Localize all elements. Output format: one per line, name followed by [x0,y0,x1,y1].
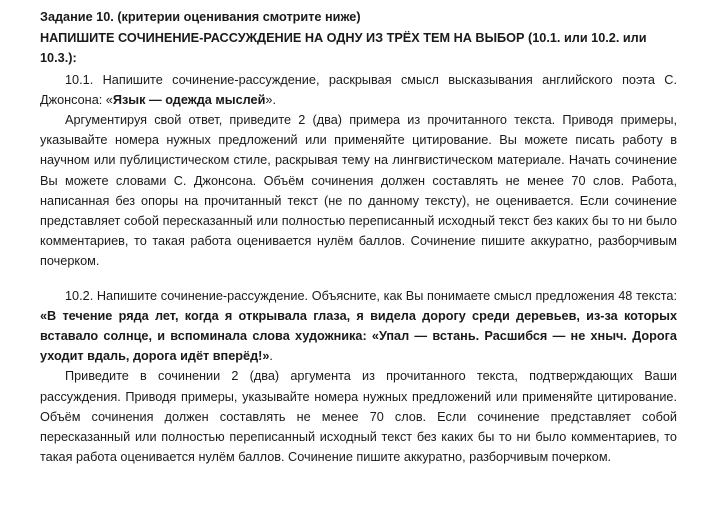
topic-10-2-intro-text: 10.2. Напишите сочинение-рассуждение. Объясните, как Вы понимаете смысл предложения 48 текста: [65,288,677,303]
section-gap [40,272,677,286]
topic-10-2-body: Приведите в сочинении 2 (два) аргумента из прочитанного текста, подтверждающих Ваши рассуждения. Приводя примеры, указывайте номера нужных предложений или применяйте цитирование. Объём сочинения должен составлять не менее 70 слов. Если сочинение представляет собой пересказанный или полностью переписанный исходный текст без каких бы то ни было комментариев, то такая работа оценивается нулём баллов. Сочинение пишите аккуратно, разборчивым почерком. [40,369,677,465]
task-title: Задание 10. (критерии оценивания смотрите ниже) [40,10,361,24]
task-heading: НАПИШИТЕ СОЧИНЕНИЕ-РАССУЖДЕНИЕ НА ОДНУ ИЗ ТРЁХ ТЕМ НА ВЫБОР (10.1. или 10.2. или 10.3.): [40,31,647,66]
topic-10-2-intro-end: . [269,349,273,364]
topic-10-2-quote: «В течение ряда лет, когда я открывала глаза, я видела дорогу среди деревьев, из-за которых вставало солнце, и вспоминала слова художника: «Упал — встань. Расшибся — не хныч. Дорога уходит вдаль, дорога идёт вперёд!» [40,308,677,364]
topic-10-1-body: Аргументируя свой ответ, приведите 2 (два) примера из прочитанного текста. Приводя примеры, указывайте номера нужных предложений или применяйте цитирование. Вы можете писать работу в научном или публицистическом стиле, раскрывая тему на лингвистическом материале. Начать сочинение Вы можете словами С. Джонсона. Объём сочинения должен составлять не менее 70 слов. Работа, написанная без опоры на прочитанный текст (не по данному тексту), не оценивается. Если сочинение представляет собой пересказанный или полностью переписанный исходный текст без каких бы то ни было комментариев, то такая работа оценивается нулём баллов. Сочинение пишите аккуратно, разборчивым почерком. [40,113,677,269]
topic-10-1-intro-text: 10.1. Напишите сочинение-рассуждение, раскрывая смысл высказывания английского поэта С. Джонсона: « [40,72,677,107]
topic-10-1-intro-end: ». [265,92,276,107]
topic-10-1-quote: Язык — одежда мыслей [112,92,266,107]
topic-10-2-intro [40,286,677,367]
topic-10-1-intro [40,70,677,110]
